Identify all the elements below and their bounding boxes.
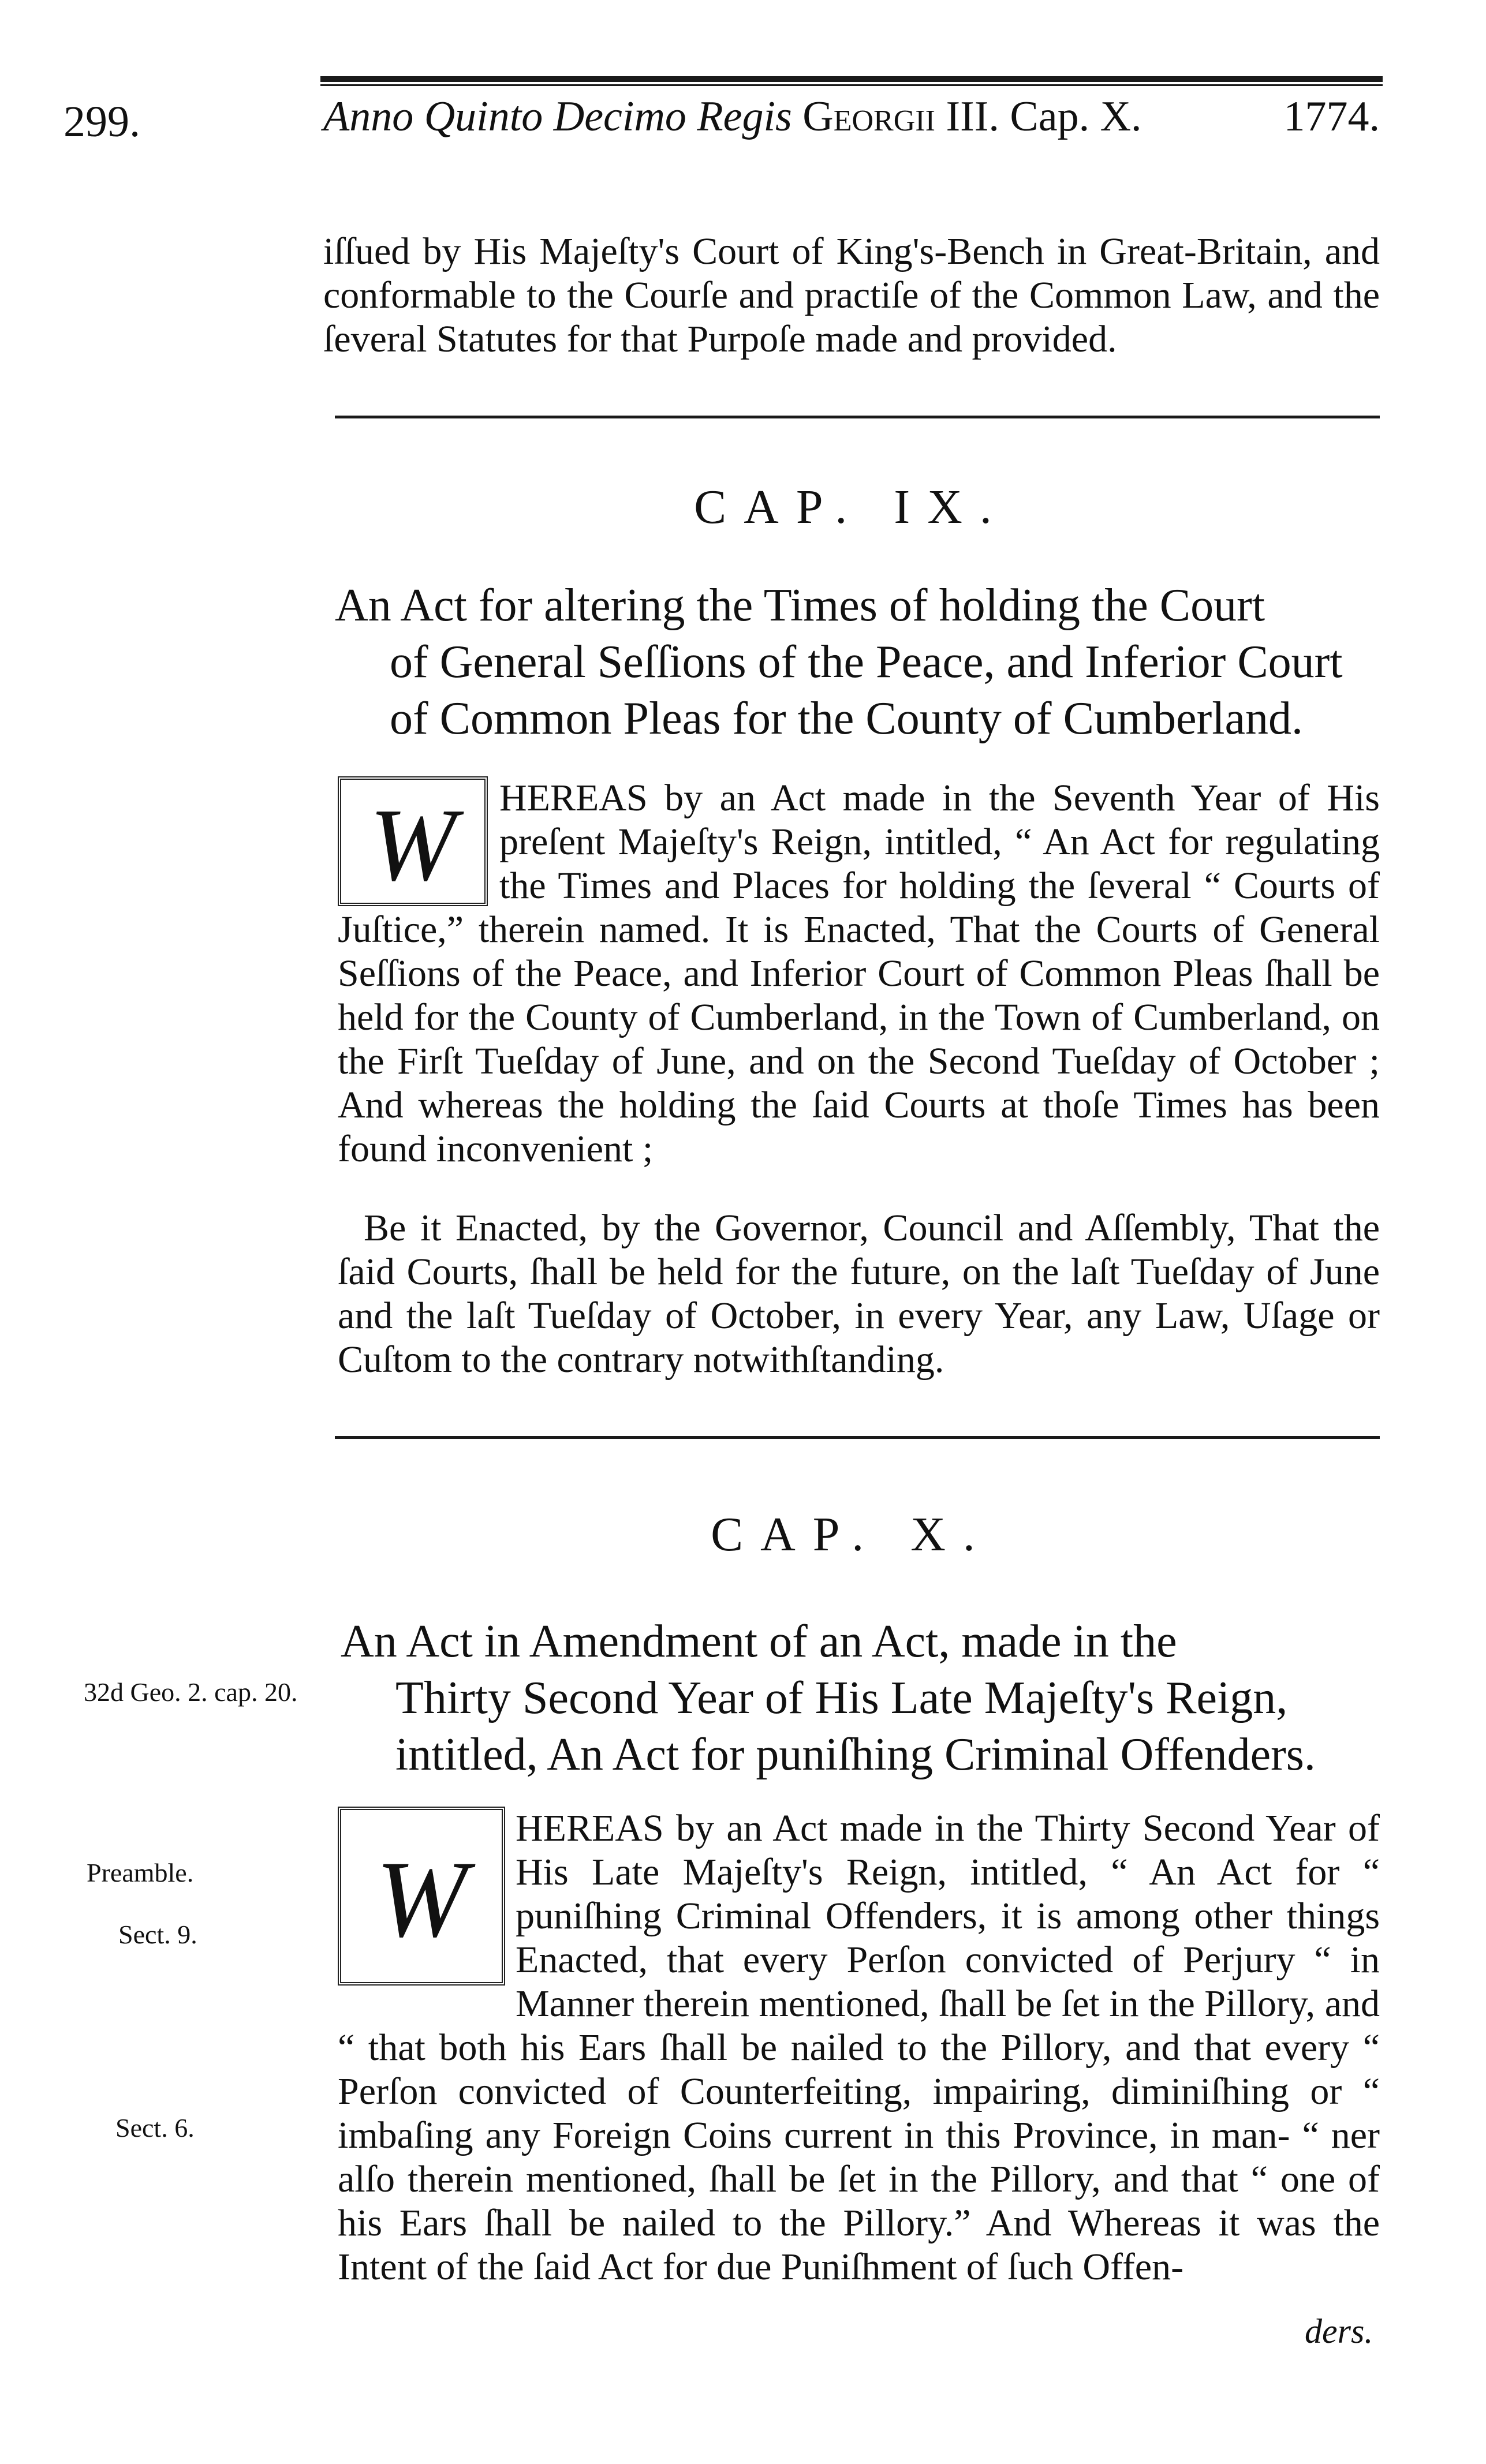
running-head [323, 92, 1380, 156]
section-divider [335, 416, 1380, 418]
running-head-italic: Anno Quinto Decimo Regis [323, 93, 792, 140]
margin-note-preamble: Preamble. [87, 1858, 194, 1887]
act-title-9 [335, 577, 1380, 747]
act-title-line: of Common Pleas for the County of Cumberland. [390, 693, 1304, 744]
running-head-cap: III. Cap. X. [946, 93, 1142, 140]
whereas-clause-9 [338, 776, 1380, 1171]
whereas-text: HEREAS by an Act made in the Thirty Second Year of His Late Majeſty's Reign, intitled, “ An Act for “ puniſhing Criminal Offenders, it is among other things Enacted, that every Perſon convicted of Perjury “ in Manner therein mentioned, ſhall be ſet in the Pillory, and “ that both his Ears ſhall be nailed to the Pillory, and that every “ Perſon convicted of Counterfeiting, impairing, diminiſhing or “ imbaſing any Foreign Coins current in this Province, in man- “ ner alſo therein mentioned, ſhall be ſet in the Pillory, and that “ one of his Ears ſhall be nailed to the Pillory.” And Whereas it was the Intent of the ſaid Act for due Puniſhment of ſuch Offen- [338, 1807, 1380, 2288]
section-divider [335, 1436, 1380, 1439]
ornamental-initial: W [338, 1807, 505, 1986]
running-head-title [323, 92, 1142, 141]
chapter-heading-9: CAP. IX. [694, 480, 1009, 534]
act-title-line: intitled, An Act for puniſhing Criminal Offenders. [395, 1729, 1316, 1780]
running-head-year: 1774. [1283, 93, 1380, 140]
ornamental-initial: W [338, 776, 488, 906]
header-rule-thin [320, 84, 1383, 86]
act-title-10 [341, 1613, 1380, 1783]
running-head-smallcaps: Georgii [802, 93, 935, 140]
enacting-clause-9: Be it Enacted, by the Governor, Council and Aſſembly, That the ſaid Courts, ſhall be held for the future, on the laſt Tueſday of June and the laſt Tueſday of October, in every Year, any Law, Uſage or Cuſtom to the contrary notwithſtanding. [338, 1207, 1380, 1381]
act-title-line: An Act for altering the Times of holding the Court [335, 580, 1265, 631]
act-title-line: An Act in Amendment of an Act, made in the [341, 1616, 1177, 1667]
act-title-line: of General Seſſions of the Peace, and Inferior Court [390, 637, 1343, 687]
catchword: ders. [1305, 2312, 1373, 2350]
whereas-clause-10 [338, 1807, 1380, 2289]
margin-note-section: Sect. 6. [115, 2113, 195, 2143]
page-number: 299. [64, 98, 140, 146]
chapter-heading-10: CAP. X. [711, 1508, 992, 1561]
header-rule-thick [320, 76, 1383, 82]
whereas-text: HEREAS by an Act made in the Seventh Year of His preſent Majeſty's Reign, intitled, “ An Act for regulating the Times and Places for holding the ſeveral “ Courts of Juſtice,” therein named. It is Enacted, That the Courts of General Seſſions of the Peace, and Inferior Court of Common Pleas ſhall be held for the County of Cumberland, in the Town of Cumberland, on the Firſt Tueſday of June, and on the Second Tueſday of October ; And whereas the holding the ſaid Courts at thoſe Times has been found inconvenient ; [338, 777, 1380, 1170]
act-title-line: Thirty Second Year of His Late Majeſty's Reign, [395, 1673, 1288, 1723]
margin-note-section: Sect. 9. [118, 1920, 197, 1949]
margin-note-citation: 32d Geo. 2. cap. 20. [84, 1677, 298, 1707]
continued-paragraph: iſſued by His Majeſty's Court of King's-Bench in Great-Britain, and conformable to the Courſe and practiſe of the Common Law, and the ſeveral Statutes for that Purpoſe made and provided. [323, 230, 1380, 360]
